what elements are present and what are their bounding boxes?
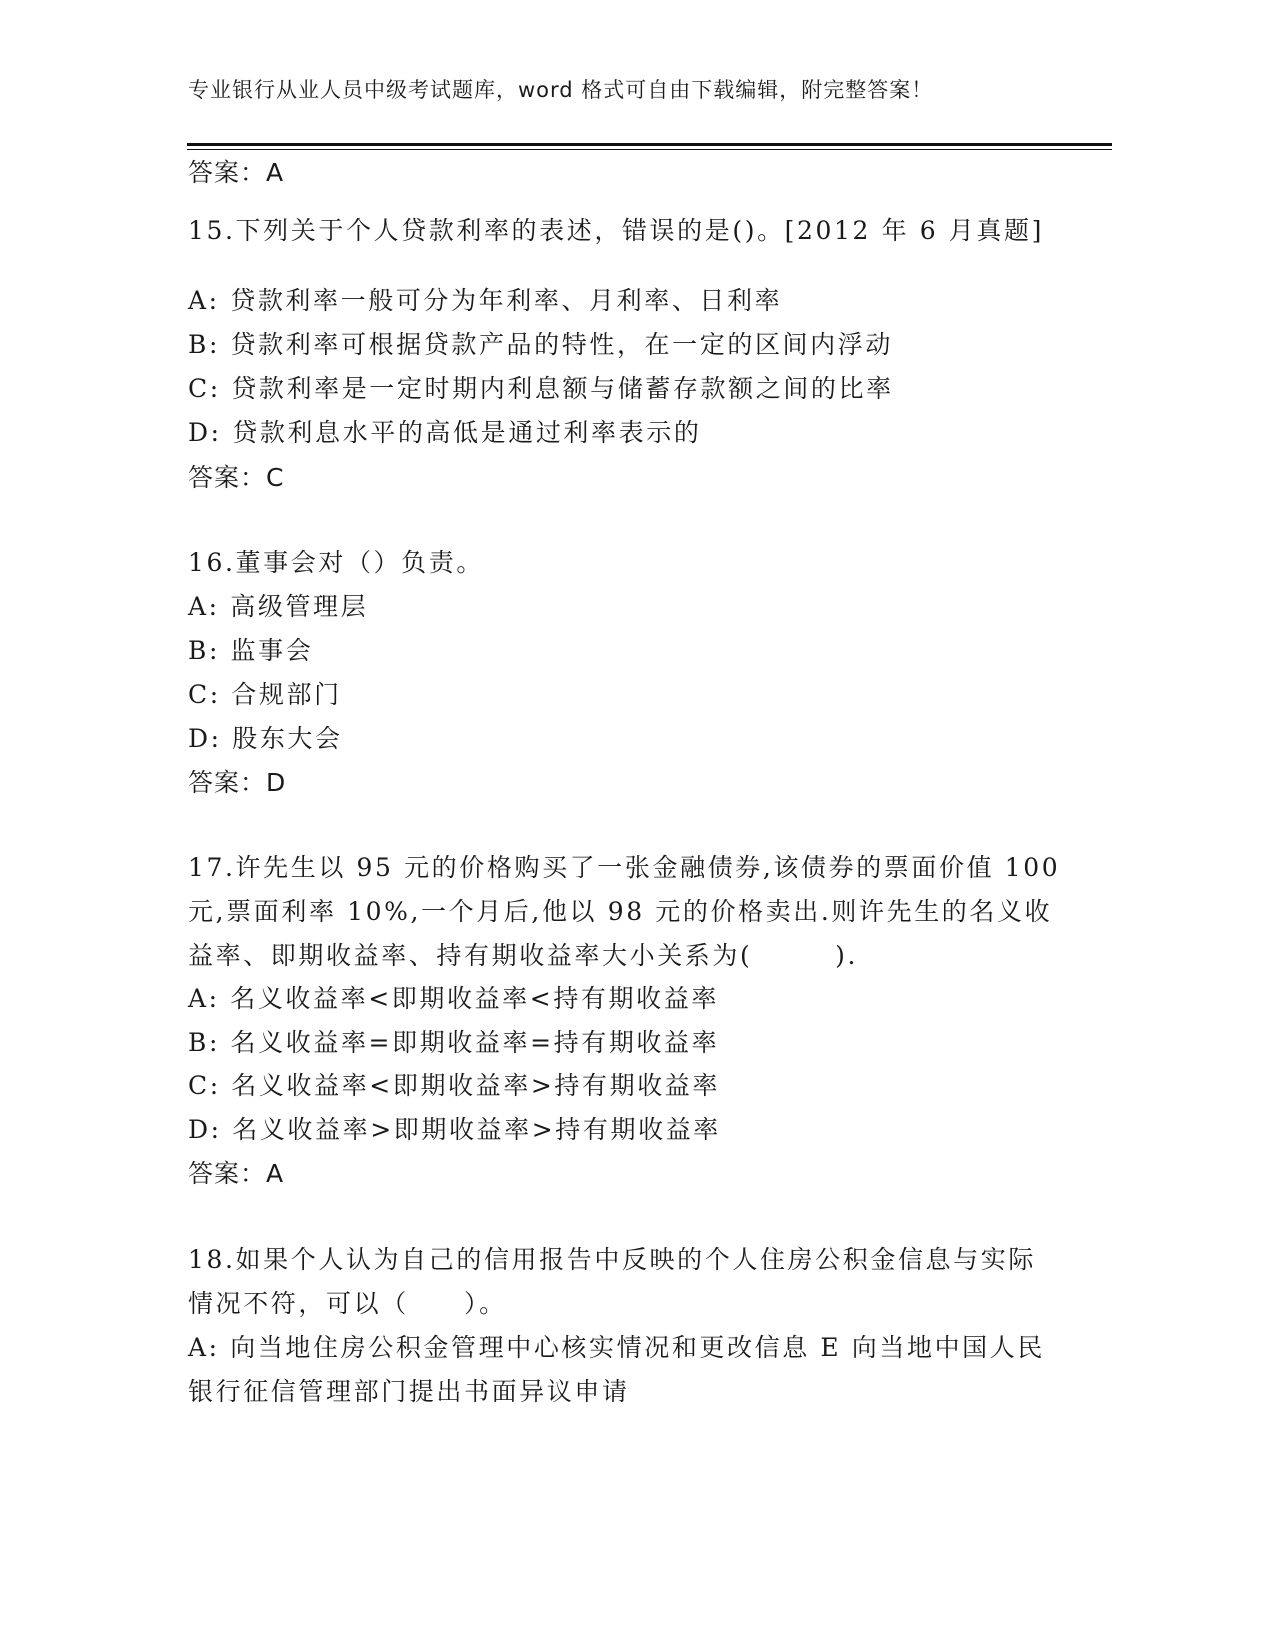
question-15-stem: 15.下列关于个人贷款利率的表述，错误的是()。[2012 年 6 月真题] [188, 216, 1044, 245]
question-16-stem: 16.董事会对（）负责。 [188, 548, 484, 577]
question-18-stem-line-2: 情况不符，可以（ ）。 [188, 1289, 507, 1318]
question-15-option-c: C: 贷款利率是一定时期内利息额与储蓄存款额之间的比率 [188, 374, 894, 403]
question-17-stem-line-1: 17.许先生以 95 元的价格购买了一张金融债券,该债券的票面价值 100 [188, 853, 1061, 882]
question-16-option-d: D: 股东大会 [188, 724, 343, 753]
question-18-stem-line-1: 18.如果个人认为自己的信用报告中反映的个人住房公积金信息与实际 [188, 1245, 1036, 1274]
question-16-option-b: B: 监事会 [188, 636, 314, 665]
question-15-option-a: A: 贷款利率一般可分为年利率、月利率、日利率 [188, 286, 783, 315]
answer-17: 答案：A [188, 1159, 285, 1188]
page-header: 专业银行从业人员中级考试题库，word 格式可自由下载编辑，附完整答案！ [188, 78, 934, 102]
header-rule-thin [187, 149, 1112, 150]
question-17-option-a: A: 名义收益率<即期收益率<持有期收益率 [188, 984, 719, 1013]
question-15-option-b: B: 贷款利率可根据贷款产品的特性，在一定的区间内浮动 [188, 330, 893, 359]
question-15-option-d: D: 贷款利息水平的高低是通过利率表示的 [188, 418, 702, 447]
question-17-option-b: B: 名义收益率=即期收益率=持有期收益率 [188, 1028, 720, 1057]
answer-16: 答案：D [188, 768, 287, 797]
question-17-option-c: C: 名义收益率<即期收益率>持有期收益率 [188, 1071, 720, 1100]
question-17-stem-line-3: 益率、即期收益率、持有期收益率大小关系为( ). [188, 941, 859, 970]
question-17-option-d: D: 名义收益率>即期收益率>持有期收益率 [188, 1115, 721, 1144]
question-17-stem-line-2: 元,票面利率 10%,一个月后,他以 98 元的价格卖出.则许先生的名义收 [188, 897, 1053, 926]
question-16-option-c: C: 合规部门 [188, 680, 342, 709]
question-18-option-a-line-2: 银行征信管理部门提出书面异议申请 [188, 1377, 630, 1406]
question-18-option-a-line-1: A: 向当地住房公积金管理中心核实情况和更改信息 E 向当地中国人民 [188, 1333, 1045, 1362]
question-16-option-a: A: 高级管理层 [188, 592, 369, 621]
answer-14: 答案：A [188, 158, 285, 187]
header-rule [187, 143, 1112, 146]
answer-15: 答案：C [188, 463, 285, 492]
